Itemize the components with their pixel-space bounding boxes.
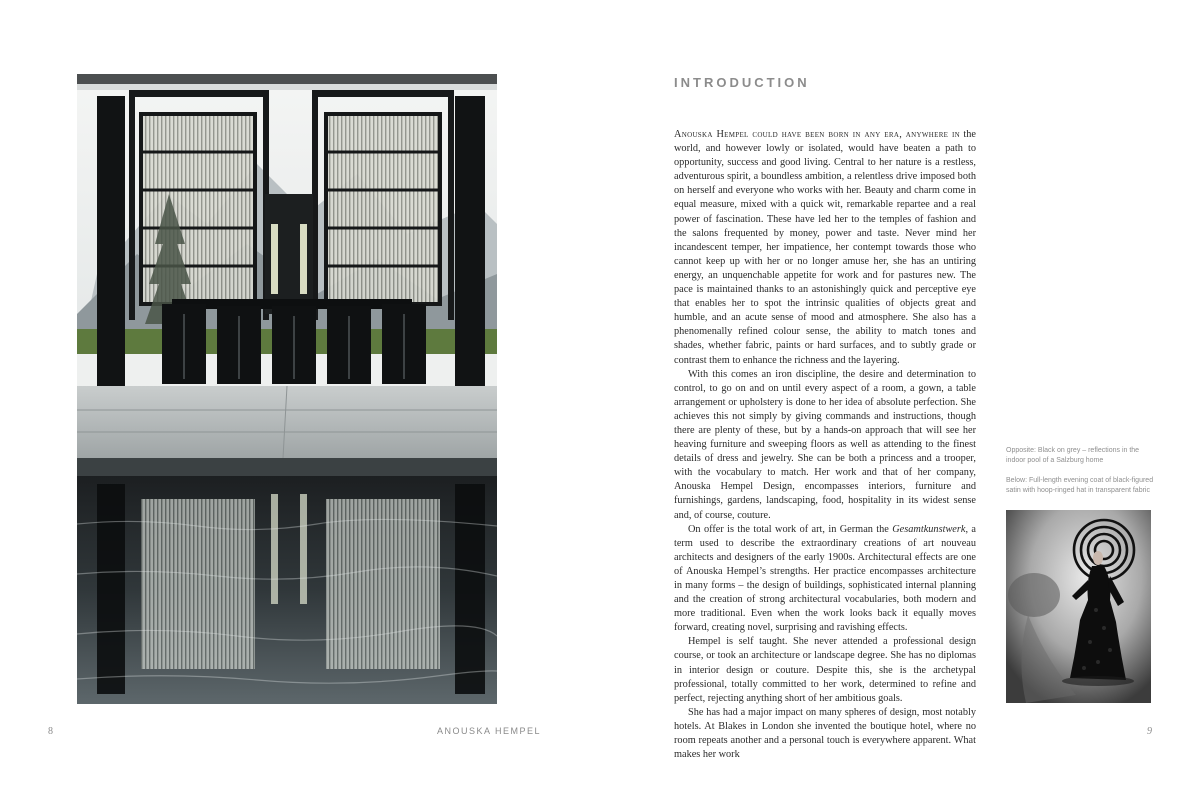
caption-opposite: Opposite: Black on grey – reflections in the indoor pool of a Salzburg home — [1006, 447, 1140, 464]
lead-in-smallcaps: Anouska Hempel could have been born in any era, anywhere in — [674, 129, 960, 140]
paragraph-3-text-b: , a term used to describe the extraordinary creations of art nouveau architects and designers of the early 1900s. Architectural effects are one of Anouska Hempel’s strengths. Her practice encompasses architecture in many forms – the design of buildings, sophisticated internal planning and the creation of strong architectural vocabularies, both modern and more traditional. Even when the work looks back it equally moves forward, creating novel, surprising and ravishing effects. — [674, 523, 976, 634]
photo-captions — [1006, 446, 1154, 506]
body-paragraph-2: With this comes an iron discipline, the desire and determination to control, to go on and on until every aspect of a room, a gown, a table arrangement or upholstery is done to her idea of absolute perfection. She achieves this not simply by giving commands and instructions, though there are plenty of these, but by a hands-on approach that will see her heaving furniture and sweeping floors as well as attending to the finest details of dress and jewelry. She can be both a princess and a trooper, with the vocabulary to match. Her work and that of her company, Anouska Hempel Design, encompasses interiors, furniture and furnishings, gardens, landscaping, food, hospitality in its widest sense and, of course, couture. — [674, 368, 976, 521]
paragraph-1-text: the world, and however lowly or isolated, would have beaten a path to opportunity, success and good living. Central to her nature is a restless, adventurous spirit, a boundless ambition, a relentless drive imposed both on herself and everyone who works with her. Beauty and charm come in equal measure, mixed with a quick wit, remarkable repartee and a real power of fascination. These have led her to the temples of fashion and the salons frequented by money, power and taste. Never mind her incandescent temper, her impatience, her contempt towards those who cannot keep up with her or no longer amuse her, she has an untiring energy, an unquenchable appetite for work and for pastures new. The pace is maintained thanks to an astonishingly quick and perceptive eye that enables her to spot the intrinsic qualities of objects great and humble, and an acute sense of mood and atmosphere. She also has a phenomenally refined colour sense, the ability to match tones and shades, whether fabric, paints or hard surfaces, and to subtly grade or contrast them to enhance the richness and the layering. — [674, 129, 976, 366]
introduction-body — [674, 128, 976, 762]
caption-below: Below: Full-length evening coat of black-figured satin with hoop-ringed hat in transparent fabric — [1006, 477, 1154, 494]
pool-pavilion-photo — [77, 74, 497, 704]
body-paragraph-3 — [674, 523, 976, 636]
body-paragraph-1 — [674, 128, 976, 368]
body-paragraph-4: Hempel is self taught. She never attended a professional design course, or took an architecture or landscape degree. She has no diplomas in interior design or couture. Despite this, she is the archetypal professional, totally committed to her work, determined to refine and perfect, rejecting anything short of her ambitious goals. — [674, 636, 976, 704]
paragraph-3-text-a: On offer is the total work of art, in German the — [688, 523, 893, 535]
body-paragraph-5: She has had a major impact on many spheres of design, most notably hotels. At Blakes in London she invented the boutique hotel, where no room repeats another and a personal touch is everywhere apparent. What makes her work — [674, 706, 976, 761]
right-page — [600, 0, 1200, 800]
gesamtkunstwerk-term: Gesamtkunstwerk — [892, 523, 966, 535]
page-number-right: 9 — [1147, 726, 1152, 737]
chapter-heading: INTRODUCTION — [674, 75, 810, 90]
evening-coat-photo — [1006, 510, 1151, 703]
running-head: ANOUSKA HEMPEL — [437, 726, 542, 736]
page-number-left: 8 — [48, 726, 53, 737]
